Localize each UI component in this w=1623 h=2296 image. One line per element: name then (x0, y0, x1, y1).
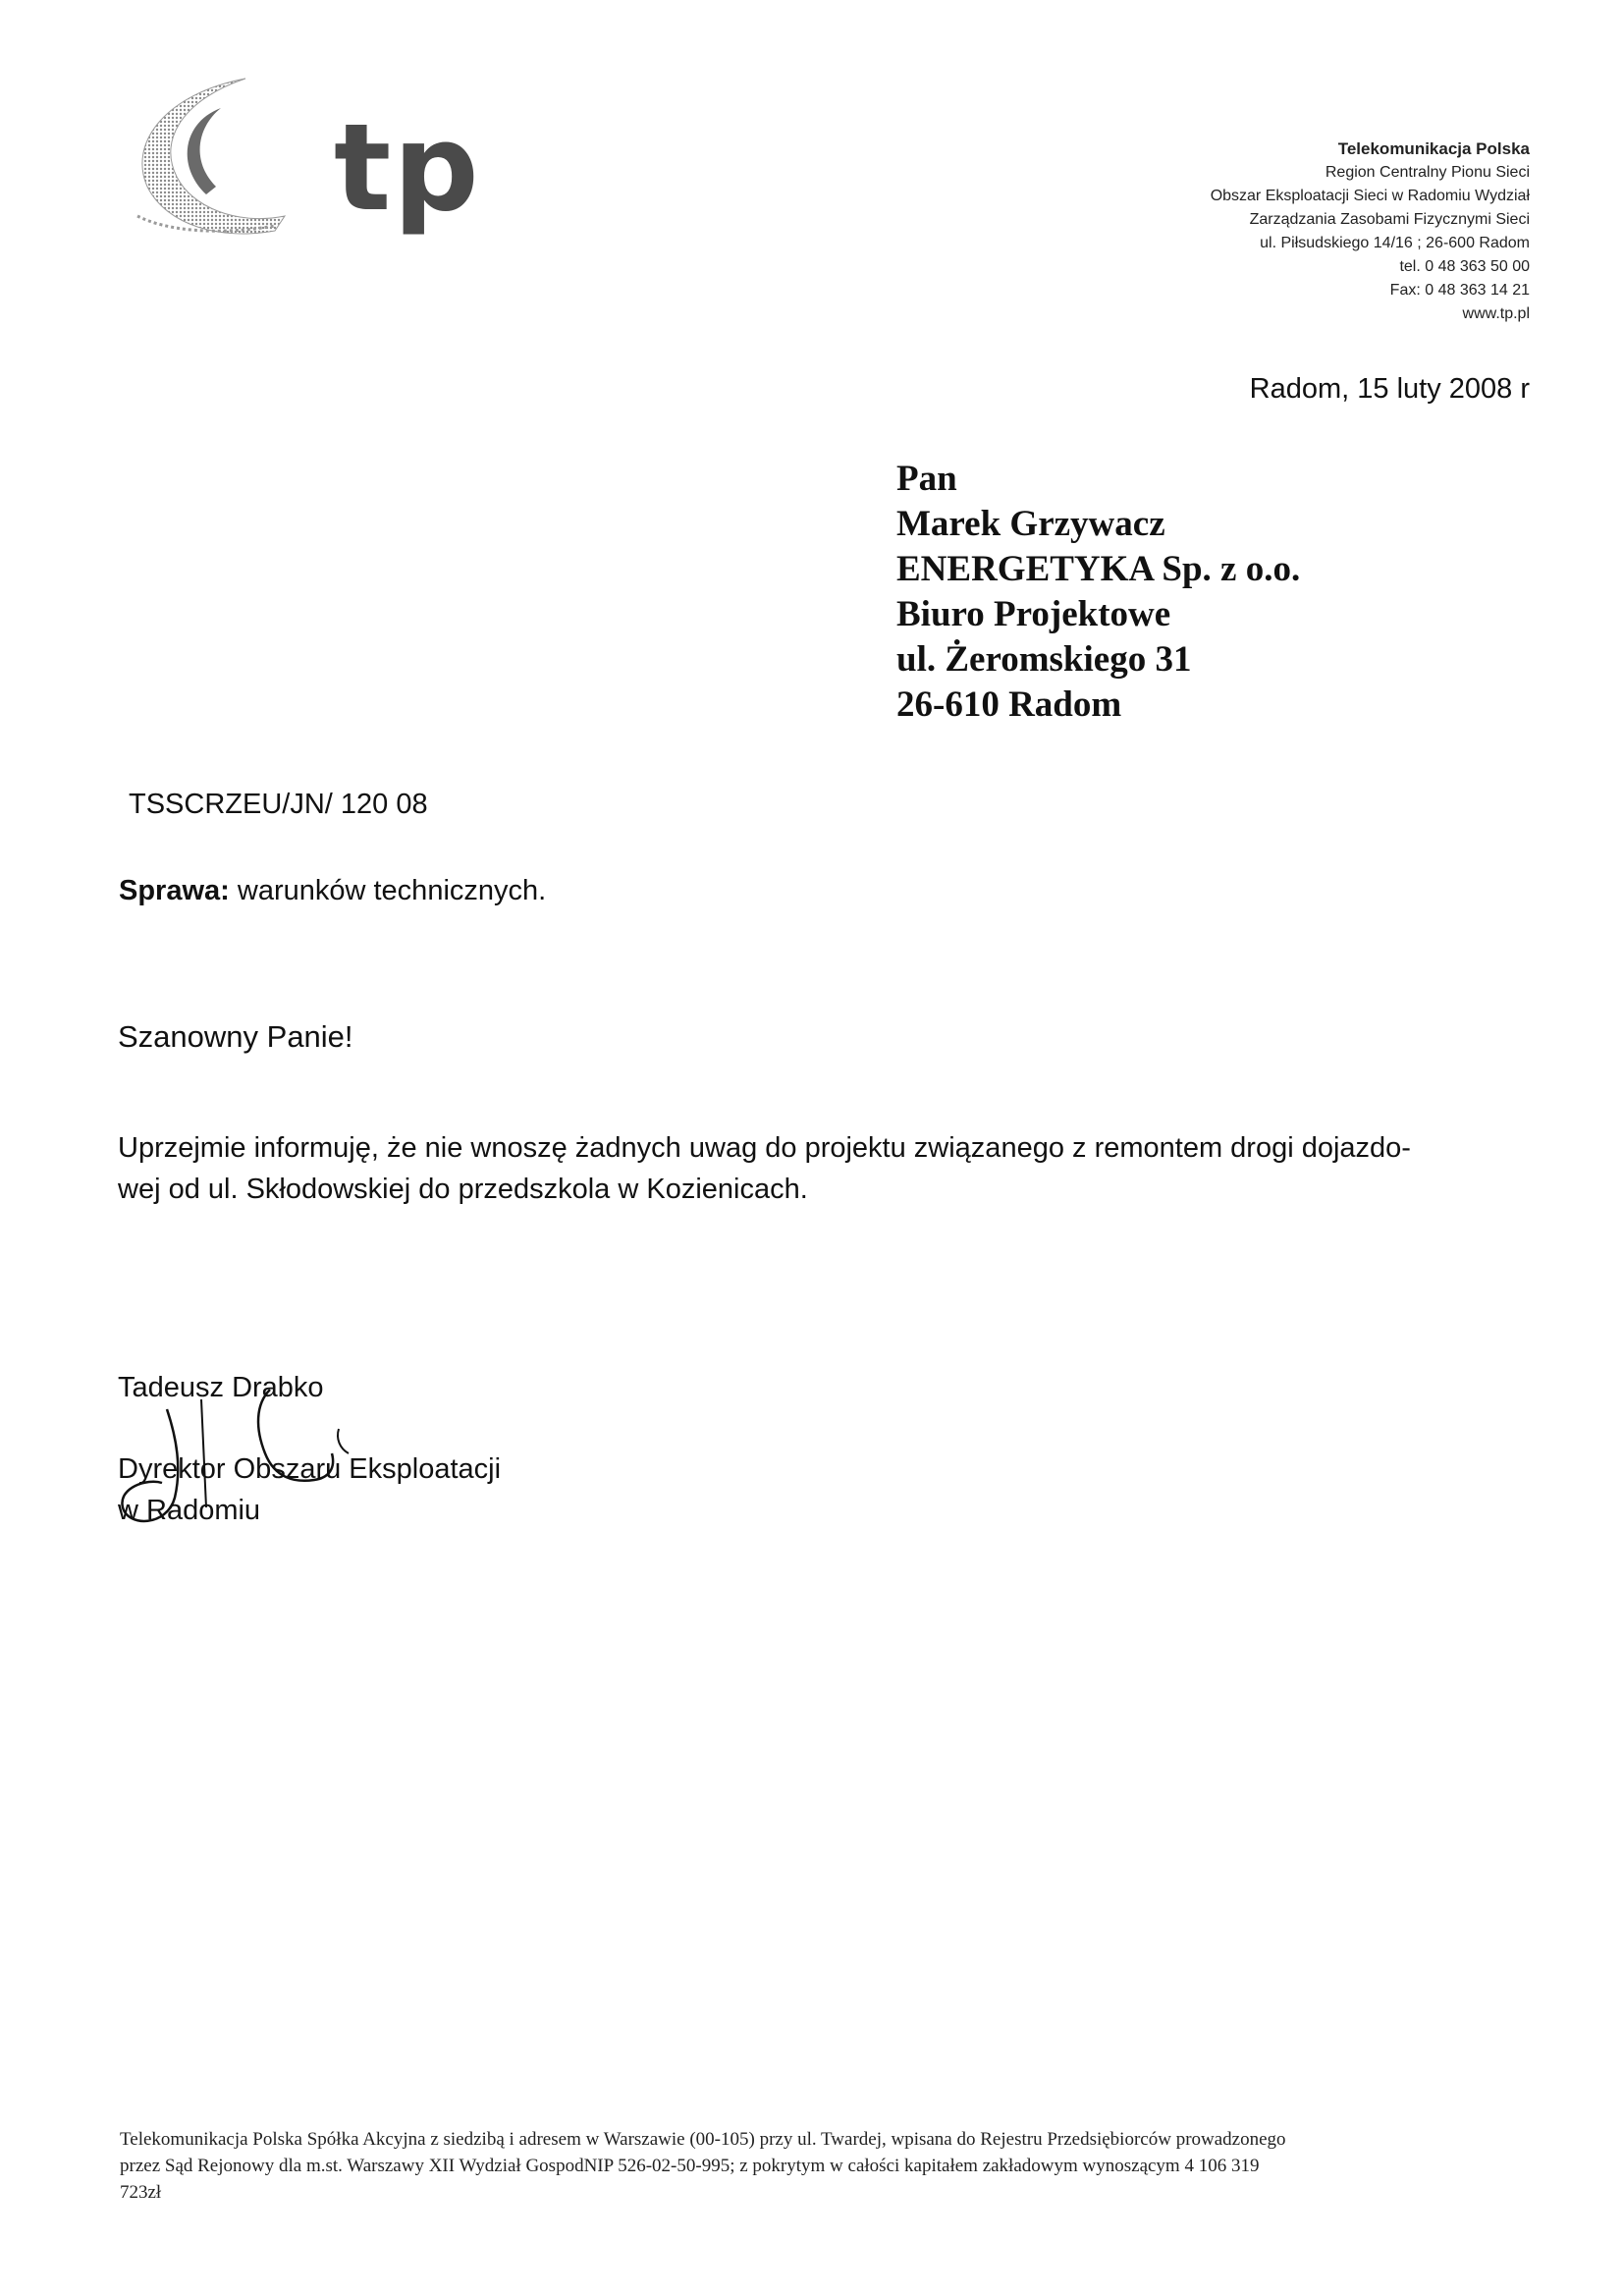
subject-label: Sprawa: (119, 875, 230, 906)
recipient-address (896, 457, 1300, 728)
recipient-line: 26-610 Radom (896, 684, 1122, 725)
sender-address (1211, 137, 1530, 326)
sender-org: Telekomunikacja Polska (1337, 139, 1530, 158)
subject-line (119, 875, 546, 907)
recipient-line: ul. Żeromskiego 31 (896, 639, 1192, 680)
footer-line: 723zł (120, 2182, 162, 2203)
subject-text: warunków technicznych. (229, 875, 547, 906)
sender-phone: tel. 0 48 363 50 00 (1399, 258, 1530, 275)
sender-line: Zarządzania Zasobami Fizycznymi Sieci (1249, 211, 1530, 228)
recipient-line: ENERGETYKA Sp. z o.o. (896, 549, 1301, 589)
recipient-line: Pan (896, 459, 957, 499)
sender-line: ul. Piłsudskiego 14/16 ; 26-600 Radom (1260, 235, 1530, 251)
signatory-name: Tadeusz Drabko (118, 1372, 324, 1403)
sender-line: Obszar Eksploatacji Sieci w Radomiu Wydział (1210, 188, 1530, 204)
recipient-line: Biuro Projektowe (896, 594, 1171, 634)
signatory-title: Dyrektor Obszaru Eksploatacji (118, 1453, 502, 1485)
body-line: wej od ul. Skłodowskiej do przedszkola w Kozienicach. (118, 1174, 808, 1205)
body-line: Uprzejmie informuję, że nie wnoszę żadnych uwag do projektu związanego z remontem drogi dojazdo- (118, 1132, 1411, 1164)
tp-logo (128, 69, 501, 265)
letter-body (118, 1127, 1522, 1210)
sender-website: www.tp.pl (1462, 305, 1530, 322)
recipient-line: Marek Grzywacz (896, 504, 1165, 544)
sender-line: Region Centralny Pionu Sieci (1325, 164, 1530, 181)
reference-number: TSSCRZEU/JN/ 120 08 (129, 789, 428, 820)
signatory-location: w Radomiu (118, 1495, 261, 1526)
footer-line: przez Sąd Rejonowy dla m.st. Warszawy XII Wydział GospodNIP 526-02-50-995; z pokrytym w całości kapitałem zakładowym wynoszącym 4 106 319 (120, 2156, 1260, 2176)
footer-line: Telekomunikacja Polska Spółka Akcyjna z siedzibą i adresem w Warszawie (00-105) przy ul. Twardej, wpisana do Rejestru Przedsiębiorców prowadzonego (120, 2129, 1286, 2150)
tp-swirl-icon (128, 69, 344, 265)
legal-footer (120, 2126, 1514, 2206)
salutation: Szanowny Panie! (118, 1019, 353, 1054)
sender-fax: Fax: 0 48 363 14 21 (1389, 282, 1530, 299)
handwritten-signature (108, 1370, 422, 1537)
logo-wordmark: tp (334, 98, 481, 238)
letter-date: Radom, 15 luty 2008 r (1249, 373, 1530, 405)
